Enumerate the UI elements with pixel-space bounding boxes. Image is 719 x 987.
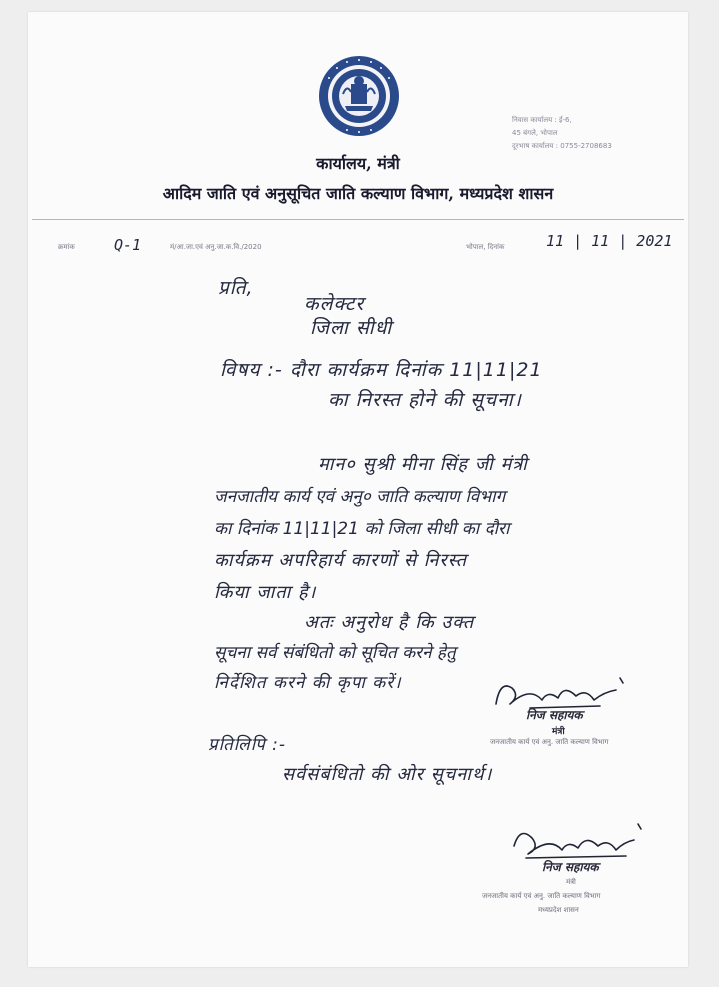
reference-label: क्रमांक <box>58 243 75 251</box>
copy-label: प्रतिलिपि :- <box>208 735 287 755</box>
to-label: प्रति, <box>218 277 254 299</box>
recipient-line-1: कलेक्टर <box>304 293 365 315</box>
reference-number-handwritten: Q-1 <box>114 236 142 254</box>
body-line-7: सूचना सर्व संबंधितो को सूचित करने हेतु <box>214 643 456 663</box>
signature-1-dept: जनजातीय कार्य एवं अनु. जाति कल्याण विभाग <box>490 738 609 746</box>
copy-line: सर्वसंबंधितो की ओर सूचनार्थ। <box>282 764 493 785</box>
signature-2-dept-2: मध्यप्रदेश शासन <box>538 906 579 914</box>
date-handwritten: 11 | 11 | 2021 <box>546 232 673 250</box>
body-line-1: मान० सुश्री मीना सिंह जी मंत्री <box>318 454 528 475</box>
subject-line-2: का निरस्त होने की सूचना। <box>328 389 522 411</box>
address-line-1: निवास कार्यालय : ई-6, <box>512 116 572 124</box>
signature-1-caption: निज सहायक <box>526 708 583 722</box>
office-title: कार्यालय, मंत्री <box>316 154 400 173</box>
letter-page <box>28 12 688 967</box>
body-line-2: जनजातीय कार्य एवं अनु० जाति कल्याण विभाग <box>214 487 506 507</box>
address-line-3: दूरभाष कार्यालय : 0755-2708683 <box>512 142 612 150</box>
signature-2-dept: जनजातीय कार्य एवं अनु. जाति कल्याण विभाग <box>482 892 601 900</box>
signature-2-caption: निज सहायक <box>542 860 599 874</box>
signature-1-role: मंत्री <box>552 727 565 737</box>
department-title: आदिम जाति एवं अनुसूचित जाति कल्याण विभाग, मध्यप्रदेश शासन <box>162 184 554 203</box>
body-line-4: कार्यक्रम अपरिहार्य कारणों से निरस्त <box>214 550 468 571</box>
reference-number-printed: मं/आ.जा.एवं अनु.जा.क.वि./2020 <box>170 243 262 251</box>
header-divider <box>32 219 684 220</box>
subject-line-1: विषय :- दौरा कार्यक्रम दिनांक 11|11|21 <box>220 359 543 381</box>
recipient-line-2: जिला सीधी <box>310 317 393 339</box>
body-line-6: अतः अनुरोध है कि उक्त <box>304 612 475 633</box>
signature-2-role: मंत्री <box>566 878 576 886</box>
body-line-3: का दिनांक 11|11|21 को जिला सीधी का दौरा <box>214 519 510 539</box>
body-line-8: निर्देशित करने की कृपा करें। <box>214 673 402 693</box>
government-seal-icon <box>317 54 401 138</box>
place-date-label: भोपाल, दिनांक <box>466 243 505 251</box>
address-line-2: 45 बंगले, भोपाल <box>512 129 558 137</box>
body-line-5: किया जाता है। <box>214 582 317 603</box>
